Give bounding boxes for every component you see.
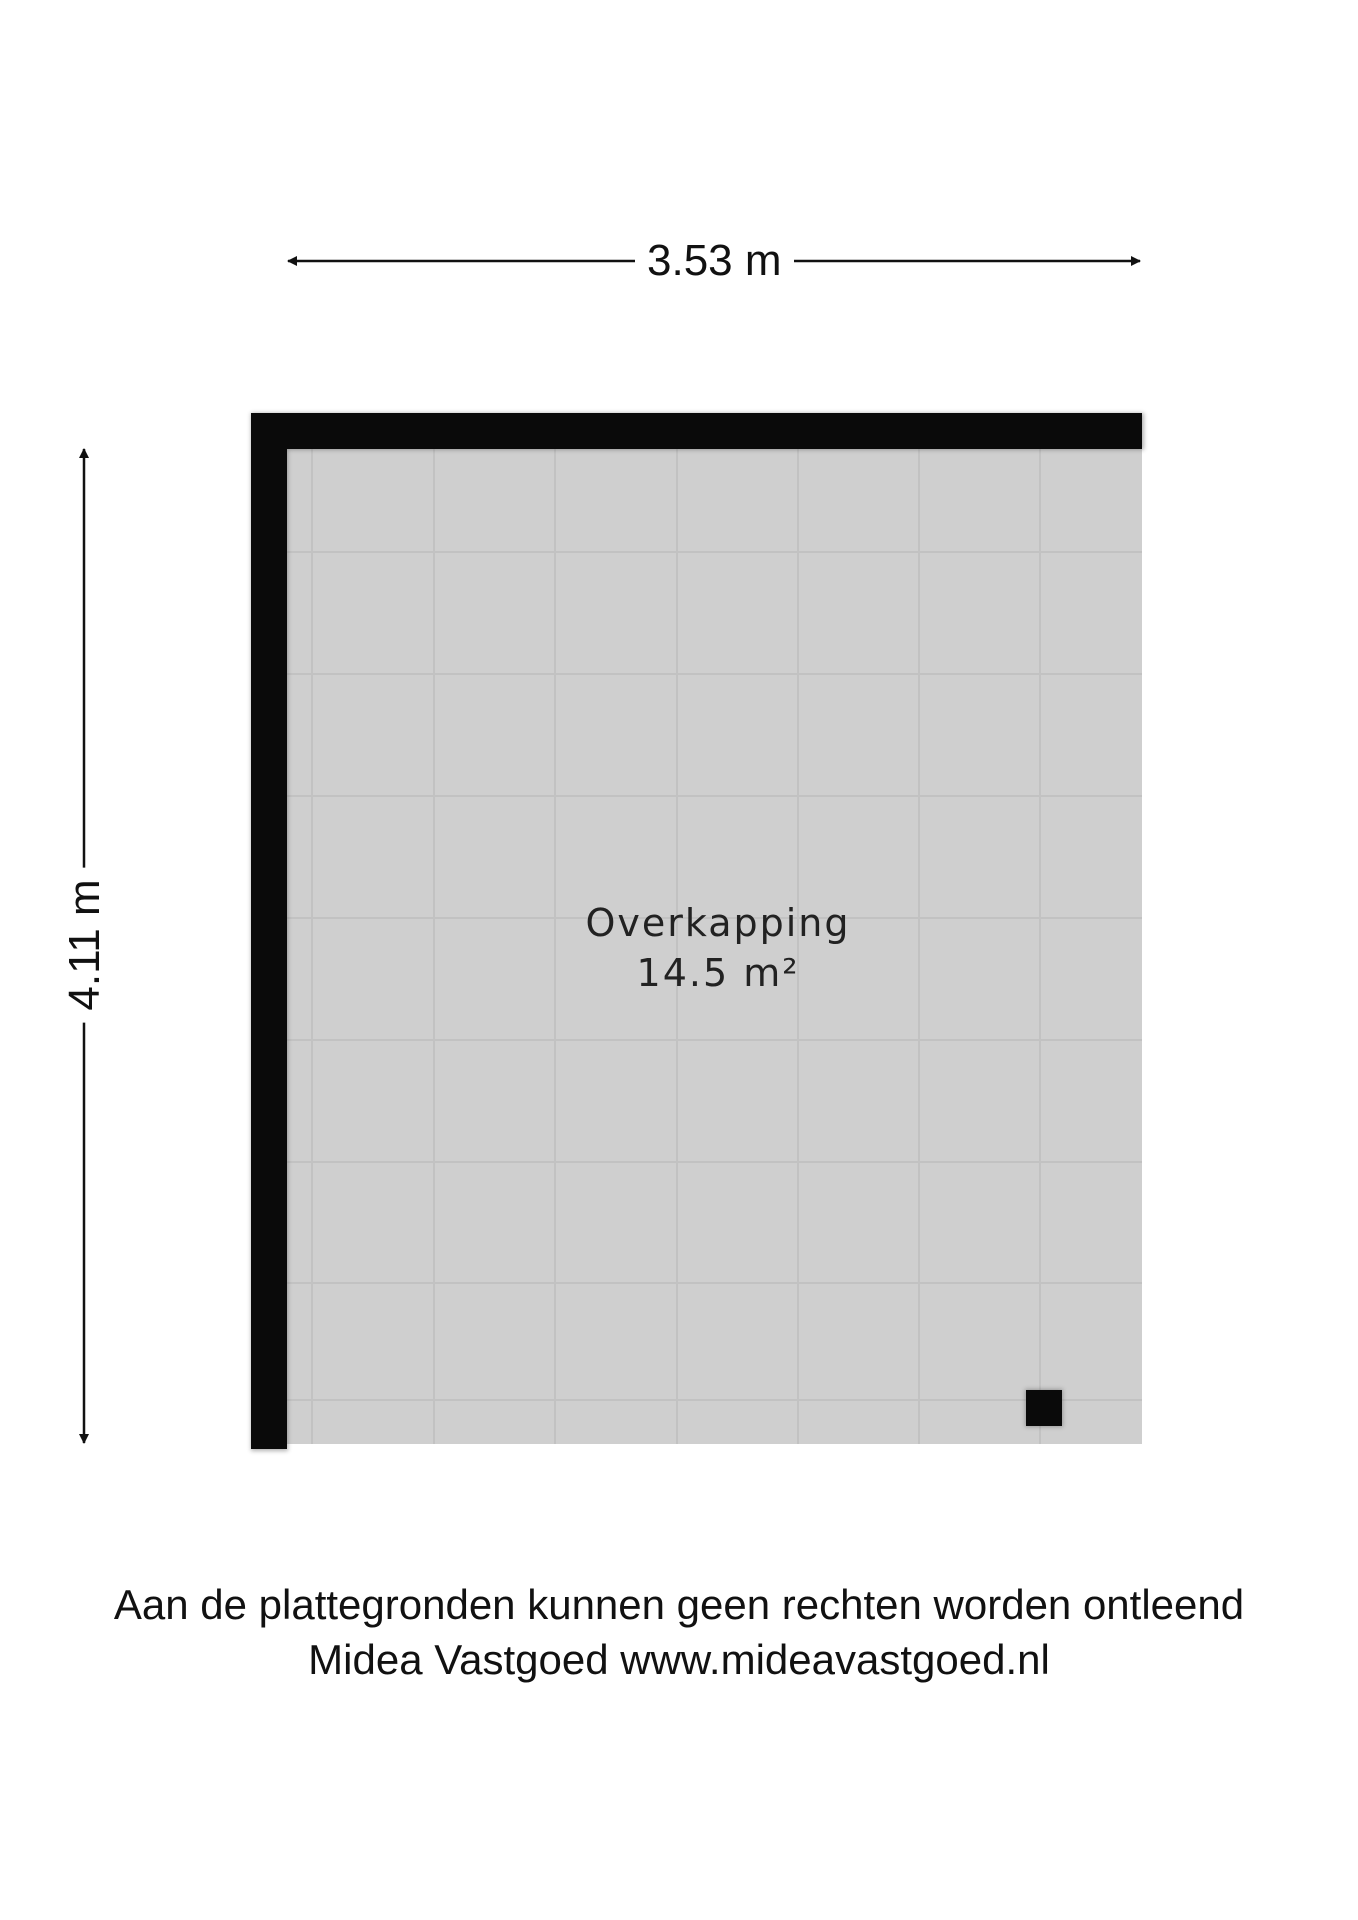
room-name: Overkapping: [585, 901, 851, 945]
top-wall: [251, 413, 1142, 449]
disclaimer-text: Aan de plattegronden kunnen geen rechten worden ontleend: [113, 1581, 1245, 1628]
column-post: [1026, 1390, 1062, 1426]
footer: [0, 1577, 1358, 1687]
height-dimension-label: 4.11 m: [63, 867, 107, 1022]
credit-text: Midea Vastgoed www.mideavastgoed.nl: [308, 1636, 1050, 1683]
room-label: [585, 898, 850, 998]
left-wall: [251, 413, 287, 1449]
room-area: 14.5 m²: [636, 951, 800, 995]
width-dimension-label: 3.53 m: [635, 239, 794, 283]
